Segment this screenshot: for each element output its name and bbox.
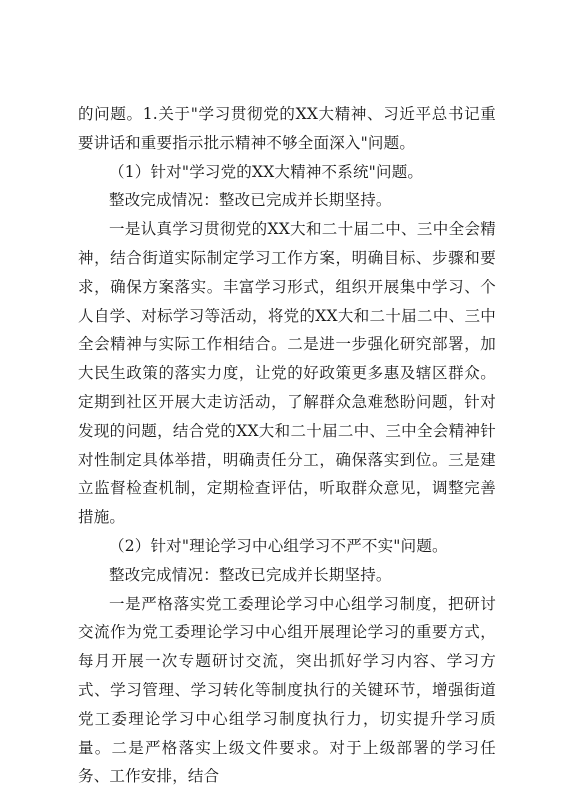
paragraph-measures-2: 一是严格落实党工委理论学习中心组学习制度，把研讨交流作为党工委理论学习中心组开展理论学习的重要方式，每月开展一次专题研讨交流，突出抓好学习内容、学习方式、学习管理、学习转化等制度执行的关键环节，增强街道党工委理论学习中心组学习制度执行力，切实提升学习质量。二是严格落实上级文件要求。对于上级部署的学习任务、工作安排，结合 <box>78 594 496 786</box>
paragraph-measures-1: 一是认真学习贯彻党的XX大和二十届二中、三中全会精神，结合街道实际制定学习工作方案，明确目标、步骤和要求，确保方案落实。丰富学习形式，组织开展集中学习、个人自学、对标学习等活动，将党的XX大和二十届二中、三中全会精神与实际工作相结合。二是进一步强化研究部署，加大民生政策的落实力度，让党的好政策更多惠及辖区群众。定期到社区开展大走访活动，了解群众急难愁盼问题，针对发现的问题，结合党的XX大和二十届二中、三中全会精神针对性制定具体举措，明确责任分工，确保落实到位。三是建立监督检查机制，定期检查评估，听取群众意见，调整完善措施。 <box>78 220 496 527</box>
subheading-2: （2）针对"理论学习中心组学习不严不实"问题。 <box>109 536 448 555</box>
status-line-1: 整改完成情况：整改已完成并长期坚持。 <box>109 191 392 210</box>
status-line-2: 整改完成情况：整改已完成并长期坚持。 <box>109 565 392 584</box>
subheading-1: （1）针对"学习党的XX大精神不系统"问题。 <box>109 162 424 181</box>
document-body <box>78 100 496 791</box>
paragraph-continuation: 的问题。1.关于"学习贯彻党的XX大精神、习近平总书记重要讲话和重要指示批示精神不够全面深入"问题。 <box>78 105 496 152</box>
